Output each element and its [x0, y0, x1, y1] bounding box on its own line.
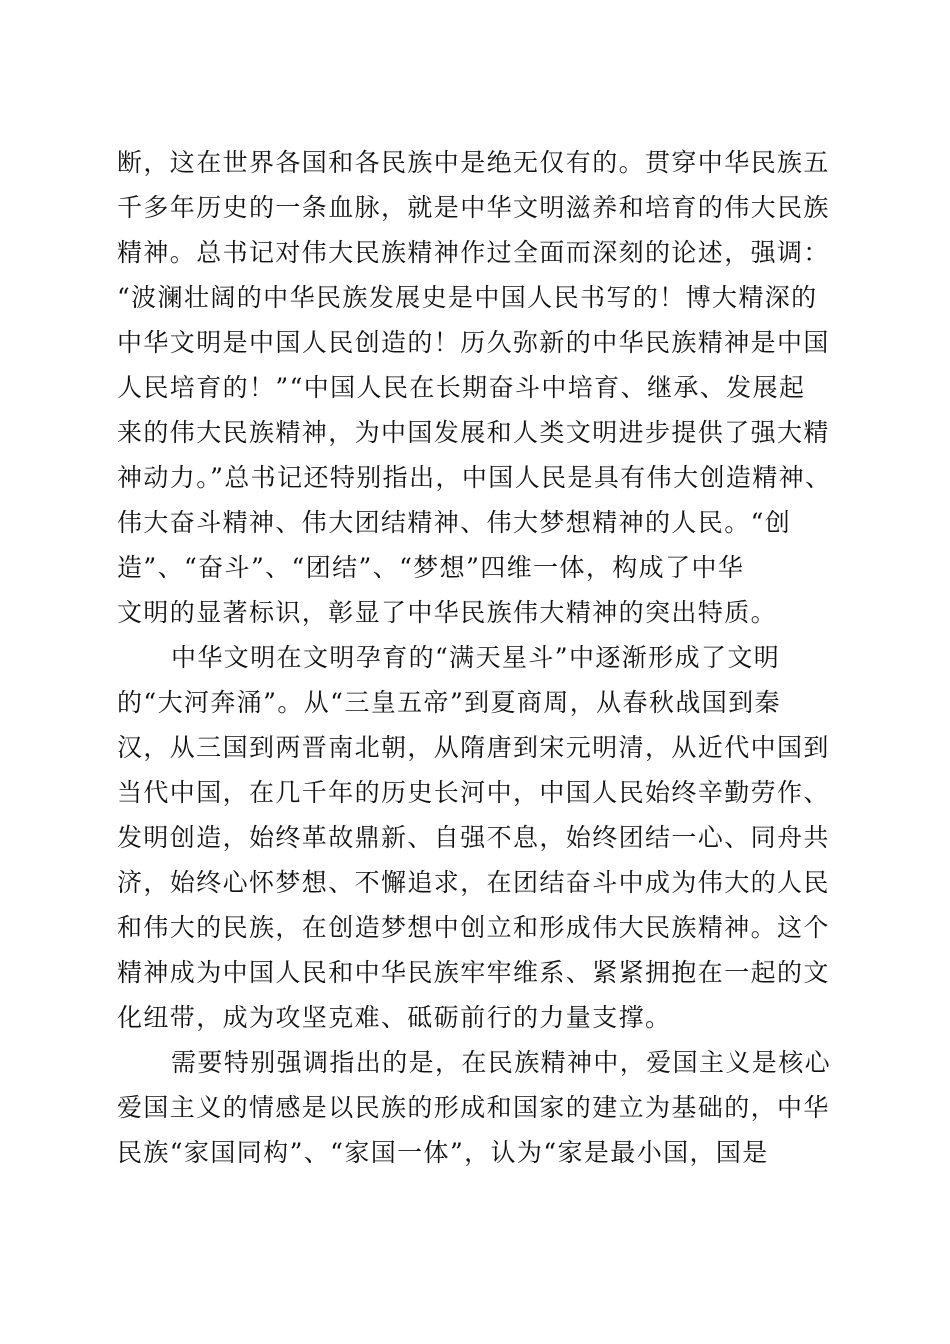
text-line: 当代中国，在几千年的历史长河中，中国人民始终辛勤劳作、 — [117, 778, 830, 807]
text-line: 民族“家国同构”、“家国一体”，认为“家是最小国，国是 — [117, 1138, 769, 1167]
paragraph-3 — [117, 1040, 837, 1175]
text-line: 和伟大的民族，在创造梦想中创立和形成伟大民族精神。这个 — [117, 913, 830, 942]
text-line: 神动力。”总书记还特别指出，中国人民是具有伟大创造精神、 — [117, 463, 832, 492]
text-line: 化纽带，成为攻坚克难、砥砺前行的力量支撑。 — [117, 1003, 672, 1032]
text-line: 来的伟大民族精神，为中国发展和人类文明进步提供了强大精 — [117, 418, 830, 447]
text-line-indented: 中华文明在文明孕育的“满天星斗”中逐渐形成了文明 — [171, 643, 781, 672]
paragraph-1 — [117, 140, 837, 635]
text-line: 断，这在世界各国和各民族中是绝无仅有的。贯穿中华民族五 — [117, 148, 830, 177]
text-line: 汉，从三国到两晋南北朝，从隋唐到宋元明清，从近代中国到 — [117, 733, 830, 762]
text-line: 的“大河奔涌”。从“三皇五帝”到夏商周，从春秋战国到秦 — [117, 688, 781, 717]
text-line: 伟大奋斗精神、伟大团结精神、伟大梦想精神的人民。“创 — [117, 508, 792, 537]
text-line: 中华文明是中国人民创造的！历久弥新的中华民族精神是中国 — [117, 328, 830, 357]
text-line-indented: 需要特别强调指出的是，在民族精神中，爱国主义是核心 — [171, 1048, 832, 1077]
text-line: 千多年历史的一条血脉，就是中华文明滋养和培育的伟大民族 — [117, 193, 830, 222]
text-line: 爱国主义的情感是以民族的形成和国家的建立为基础的，中华 — [117, 1093, 830, 1122]
paragraph-2 — [117, 635, 837, 1040]
text-line: 发明创造，始终革故鼎新、自强不息，始终团结一心、同舟共 — [117, 823, 830, 852]
text-line: 造”、“奋斗”、“团结”、“梦想”四维一体，构成了中华 — [117, 553, 745, 582]
text-line: 人民培育的！”“中国人民在长期奋斗中培育、继承、发展起 — [117, 373, 806, 402]
text-line: 精神。总书记对伟大民族精神作过全面而深刻的论述，强调： — [117, 238, 830, 267]
text-line: 济，始终心怀梦想、不懈追求，在团结奋斗中成为伟大的人民 — [117, 868, 830, 897]
text-line: 文明的显著标识，彰显了中华民族伟大精神的突出特质。 — [117, 598, 778, 627]
text-line: “波澜壮阔的中华民族发展史是中国人民书写的！博大精深的 — [117, 283, 818, 312]
body-text — [117, 140, 837, 1175]
text-line: 精神成为中国人民和中华民族牢牢维系、紧紧拥抱在一起的文 — [117, 958, 830, 987]
